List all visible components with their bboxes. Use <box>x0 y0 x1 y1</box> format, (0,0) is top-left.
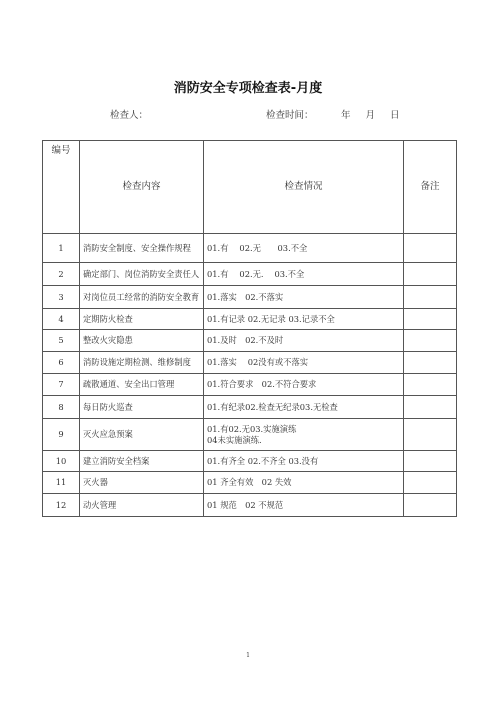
table-row <box>43 309 457 330</box>
row-number: 3 <box>43 286 80 309</box>
row-check-status: 01.及时 02.不及时 <box>204 330 404 352</box>
row-number: 7 <box>43 374 80 396</box>
row-check-status: 01.落实 02没有或不落实 <box>204 352 404 374</box>
row-remark <box>404 234 457 263</box>
row-check-status: 01.有 02.无. 03.不全 <box>204 263 404 286</box>
row-check-content: 灭火应急预案 <box>80 419 204 451</box>
row-check-content: 消防设施定期检测、维修制度 <box>80 352 204 374</box>
row-number: 10 <box>43 451 80 472</box>
row-check-content: 灭火器 <box>80 472 204 494</box>
inspection-table-body <box>43 141 457 517</box>
row-check-content: 确定部门、岗位消防安全责任人 <box>80 263 204 286</box>
row-check-content: 对岗位员工经常的消防安全教育 <box>80 286 204 309</box>
row-check-status: 01.有齐全 02.不齐全 03.没有 <box>204 451 404 472</box>
row-number: 5 <box>43 330 80 352</box>
row-check-status: 01.符合要求 02.不符合要求 <box>204 374 404 396</box>
header-number: 编号 <box>43 141 80 234</box>
row-check-status: 01.有02.无03.实施演练 04未实施演练. <box>204 419 404 451</box>
table-row <box>43 494 457 517</box>
row-remark <box>404 419 457 451</box>
row-check-content: 消防安全制度、安全操作规程 <box>80 234 204 263</box>
table-header-row <box>43 141 457 234</box>
row-check-content: 每日防火巡查 <box>80 396 204 419</box>
row-check-content: 建立消防安全档案 <box>80 451 204 472</box>
table-row <box>43 286 457 309</box>
row-check-status: 01.落实 02.不落实 <box>204 286 404 309</box>
row-check-status: 01.有 02.无 03.不全 <box>204 234 404 263</box>
row-check-status: 01 齐全有效 02 失效 <box>204 472 404 494</box>
inspection-table <box>42 140 457 517</box>
row-check-status: 01.有纪录02.检查无纪录03.无检查 <box>204 396 404 419</box>
page-number: 1 <box>246 652 250 659</box>
row-remark <box>404 309 457 330</box>
row-remark <box>404 472 457 494</box>
row-number: 2 <box>43 263 80 286</box>
table-row <box>43 330 457 352</box>
row-number: 9 <box>43 419 80 451</box>
inspector-label: 检查人： <box>110 110 149 121</box>
row-number: 11 <box>43 472 80 494</box>
check-time-label: 检查时间： <box>266 110 314 121</box>
row-number: 6 <box>43 352 80 374</box>
table-row <box>43 396 457 419</box>
row-remark <box>404 451 457 472</box>
row-check-content: 整改火灾隐患 <box>80 330 204 352</box>
row-check-content: 定期防火检查 <box>80 309 204 330</box>
row-number: 4 <box>43 309 80 330</box>
row-remark <box>404 352 457 374</box>
table-row <box>43 263 457 286</box>
row-check-status: 01 规范 02 不规范 <box>204 494 404 517</box>
header-check-content: 检查内容 <box>80 141 204 234</box>
header-remarks: 备注 <box>404 141 457 234</box>
row-check-status: 01.有记录 02.无记录 03.记录不全 <box>204 309 404 330</box>
row-remark <box>404 263 457 286</box>
table-row <box>43 451 457 472</box>
table-row <box>43 419 457 451</box>
row-number: 1 <box>43 234 80 263</box>
row-remark <box>404 494 457 517</box>
page-title: 消防安全专项检查表-月度 <box>173 81 323 96</box>
row-remark <box>404 374 457 396</box>
row-check-content: 疏散通道、安全出口管理 <box>80 374 204 396</box>
row-remark <box>404 286 457 309</box>
row-remark <box>404 396 457 419</box>
row-remark <box>404 330 457 352</box>
header-check-status: 检查情况 <box>204 141 404 234</box>
table-row <box>43 374 457 396</box>
row-number: 8 <box>43 396 80 419</box>
table-row <box>43 352 457 374</box>
table-row <box>43 472 457 494</box>
date-placeholder: 年 月 日 <box>341 110 400 121</box>
table-row <box>43 234 457 263</box>
row-number: 12 <box>43 494 80 517</box>
row-check-content: 动火管理 <box>80 494 204 517</box>
